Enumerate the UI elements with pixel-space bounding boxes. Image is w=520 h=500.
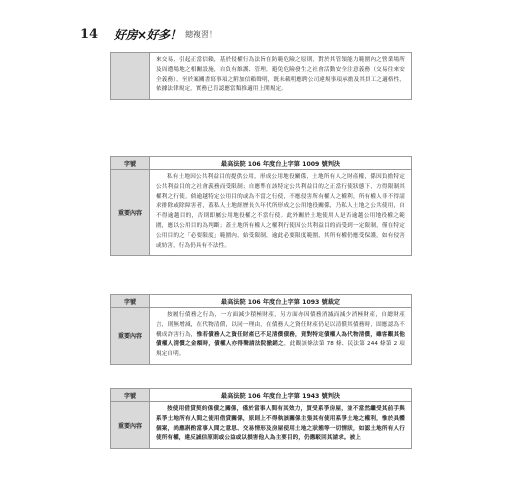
row-label: 重要內容 [111,170,150,255]
case-content-text: 按使用借貸契約係債之關係，僅於當事人間有其效力，買受系爭房屋，並不當然繼受其前手與系爭土地所有人間之使用借貸關係，原則上不得執該關係主張其有使用系爭土地之權利，惟於具體個案，尚應斟酌當事人間之意思、交易情形及房屋使用土地之狀態等一切情狀，如認土地所有人行使所有權，違反誠信原則或公益或以損害他人為主要目的，仍應駁回其請求。被上 [156,406,405,442]
title-row [111,389,411,401]
case-card [110,388,412,449]
content-plain: 按履行債務之行為，一方面減少積極財產，另方面亦因債務消滅而減少消極財產，自總財產言，則無增減，在代物清償，以同一理由，在債務人之資任財產仍足以清償其債務時，固應認為不構成詐害行為， [156,312,405,338]
page-number: 14 [80,26,99,42]
title-row [111,157,411,169]
case-content-text: 私有土地因公共利益目的提供公用，形成公用地役關係，土地所有人之財產權，係因負擔特定公共利益目的之社會義務而受限制；自應準在該特定公共利益目的之正當行使狀態下，方得限制其權利之行使。倘逾越特定公用目的或為不當之行使，不應侵害所有權人之權利，所有權人非不得請求排除或除障害者，蓋私人土地經歷長久年代所形成之公用地役關係，乃私人土地之公共使用，自不得逾越目的，否則即屬公用地役權之不當行使。此外關於土地使用人是否逾越公用地役權之範圍，應以公用目的為判斷；蓋土地所有權人之權利行使因公共利益目的而受到一定限制，僅在特定公用目的之「必要限度」範圍內，始受限制，逾此必要限度範圍，其所有權仍應受保護，如有侵害或妨害，行為仍具有不法性。 [156,174,405,249]
case-content [150,308,411,364]
case-content [150,53,411,99]
row-label: 字號 [111,389,150,401]
case-card-continued [110,52,412,100]
case-content-text: 來交易，引起正當信賴，基於侵權行為法旨在防範危險之原則，對於其管領能力範圍內之營業場所及周遭場地之相關設施，自負有維護、管理，避免危險發生之社會活動安全注意義務（交易往來安全義務），至於案關書寫事項之附加信賴聲明，既未載明應聘公司違規事項承擔及其員工之適格性，依據法律規定，實務已肯認應當類推適用上開規定。 [156,57,405,93]
row-label: 重要內容 [111,308,150,364]
title-row [111,295,411,307]
row-label-blank [111,53,150,99]
case-content-text [156,311,405,360]
case-card [110,156,412,256]
content-row [111,169,411,255]
page-header [80,24,217,44]
content-row [111,53,411,99]
brand-logo: 好房×好多！ [114,27,182,42]
content-emphasis: 惟若債務人之資任財產已不足清償債務，竟對特定債權人為代物清償，雖客觀其他債權人清償之金額時，債權人亦得聲請法院撤銷之 [156,331,406,348]
case-card [110,294,412,365]
content-row [111,401,411,448]
header-subtitle: 總複習！ [185,29,218,39]
content-plain: ，此觀該條法第 78 條、民法第 244 條第 2 項規定自明。 [156,341,405,358]
row-label: 字號 [111,295,150,307]
case-title: 最高法院 106 年度台上字第 1093 號裁定 [220,298,341,306]
case-content [150,170,411,255]
case-content [150,402,411,448]
row-label: 字號 [111,157,150,169]
case-title: 最高法院 106 年度台上字第 1943 號判決 [220,392,341,400]
content-row [111,307,411,364]
case-title: 最高法院 106 年度台上字第 1009 號判決 [220,160,341,168]
row-label: 重要內容 [111,402,150,448]
